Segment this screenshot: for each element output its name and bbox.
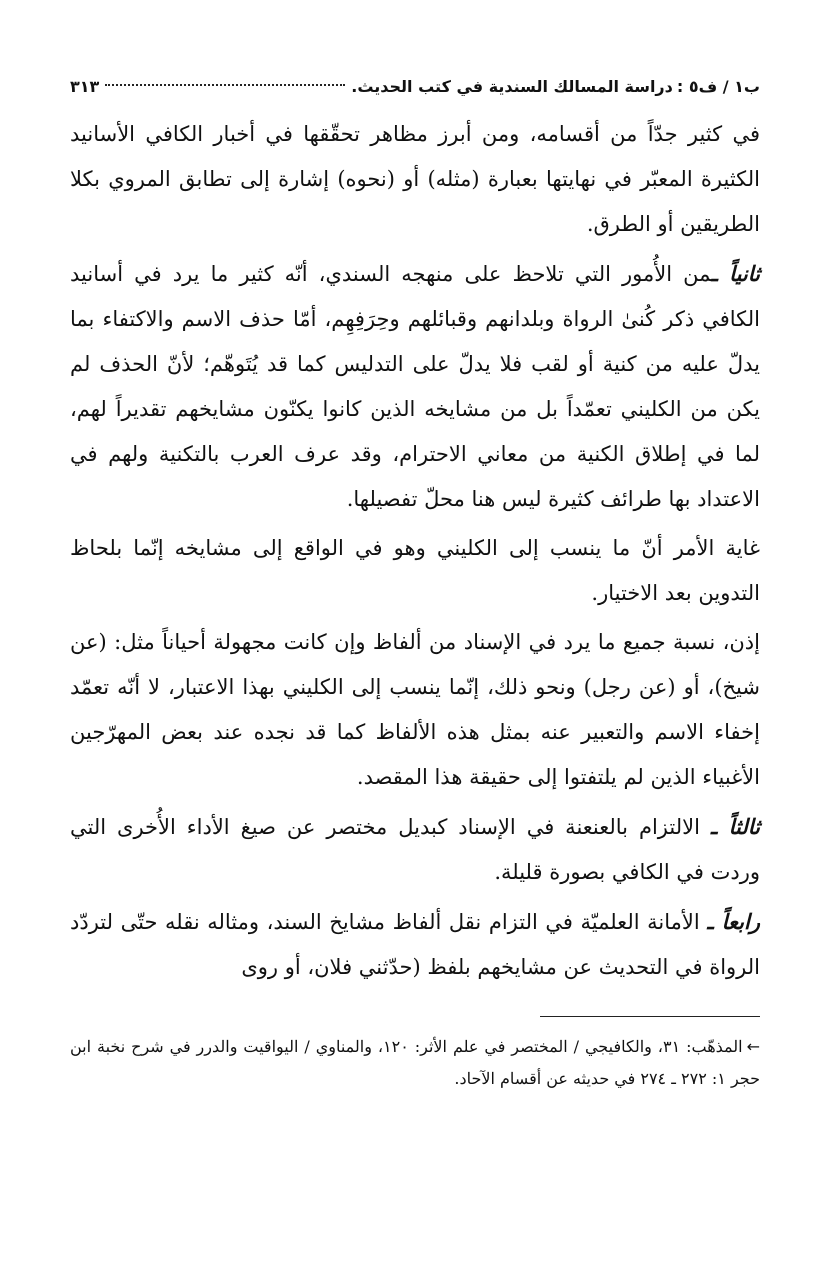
paragraph-lead: رابعاً ـ bbox=[707, 909, 760, 934]
paragraph-text: الالتزام بالعنعنة في الإسناد كبديل مختصر عن صيغ الأداء الأُخرى التي وردت في الكافي بصورة قليلة. bbox=[70, 815, 760, 884]
paragraph-text: الأمانة العلميّة في التزام نقل ألفاظ مشايخ السند، ومثاله نقله حتّى لتردّد الرواة في التحديث عن مشايخهم بلفظ (حدّثني فلان، أو روى bbox=[70, 910, 760, 979]
paragraph-third-point bbox=[70, 804, 760, 895]
chapter-reference: ب١ / ف٥ : bbox=[676, 77, 760, 96]
paragraph-continuation bbox=[70, 112, 760, 247]
footnote bbox=[70, 1031, 760, 1095]
running-header bbox=[70, 70, 760, 104]
paragraph-second-point bbox=[70, 251, 760, 522]
main-text bbox=[70, 112, 760, 990]
paragraph-lead: ثانياً ـ bbox=[711, 261, 761, 286]
paragraph-lead: ثالثاً ـ bbox=[710, 814, 760, 839]
paragraph-attribution bbox=[70, 620, 760, 800]
page-number: ٣١٣ bbox=[70, 77, 100, 96]
paragraph-text: من الأُمور التي تلاحظ على منهجه السندي، أنّه كثير ما يرد في أسانيد الكافي ذكر كُنىٰ الرواة وبلدانهم وقبائلهم وحِرَفِهِم، أمّا حذف الاسم والاكتفاء بما يدلّ عليه من كنية أو لقب فلا يدلّ على التدليس كما قد يُتَوهّم؛ لأنّ الحذف لم يكن من الكليني تعمّداً بل من مشايخه الذين كانوا يكنّون مشايخهم تقديراً لهم، لما في إطلاق الكنية من معاني الاحترام، وقد عرف العرب بالتكنية ولهم في الاعتداد بها طرائف كثيرة ليس هنا محلّ تفصيلها. bbox=[70, 262, 760, 511]
paragraph-fourth-point bbox=[70, 899, 760, 990]
running-title: دراسة المسالك السندية في كتب الحديث. bbox=[351, 77, 673, 96]
header-dot-leader bbox=[105, 84, 345, 86]
book-page bbox=[70, 70, 760, 1095]
paragraph-text: في كثير جدّاً من أقسامه، ومن أبرز مظاهر تحقّقها في أخبار الكافي الأسانيد الكثيرة المعبّر في نهايتها بعبارة (مثله) أو (نحوه) إشارة إلى تطابق المروي بكلا الطريقين أو الطرق. bbox=[70, 122, 760, 236]
paragraph-text: غاية الأمر أنّ ما ينسب إلى الكليني وهو في الواقع إلى مشايخه إنّما بلحاظ التدوين بعد الاختيار. bbox=[70, 536, 760, 605]
footnote-separator bbox=[540, 1016, 760, 1017]
paragraph-text: إذن، نسبة جميع ما يرد في الإسناد من ألفاظ وإن كانت مجهولة أحياناً مثل: (عن شيخ)، أو (عن رجل) ونحو ذلك، إنّما ينسب إلى الكليني بهذا الاعتبار، لا أنّه تعمّد إخفاء الاسم والتعبير عنه بمثل هذه الألفاظ كما قد نجده عند بعض المهرّجين الأغبياء الذين لم يلتفتوا إلى حقيقة هذا المقصد. bbox=[70, 630, 760, 789]
footnote-text: المذهّب: ٣١، والكافيجي / المختصر في علم الأثر: ١٢٠، والمناوي / اليواقيت والدرر في شرح نخبة ابن حجر ١: ٢٧٢ ـ ٢٧٤ في حديثه عن أقسام الآحاد. bbox=[70, 1037, 760, 1088]
continuation-arrow-icon: ← bbox=[746, 1037, 761, 1056]
paragraph-conclusion bbox=[70, 526, 760, 616]
